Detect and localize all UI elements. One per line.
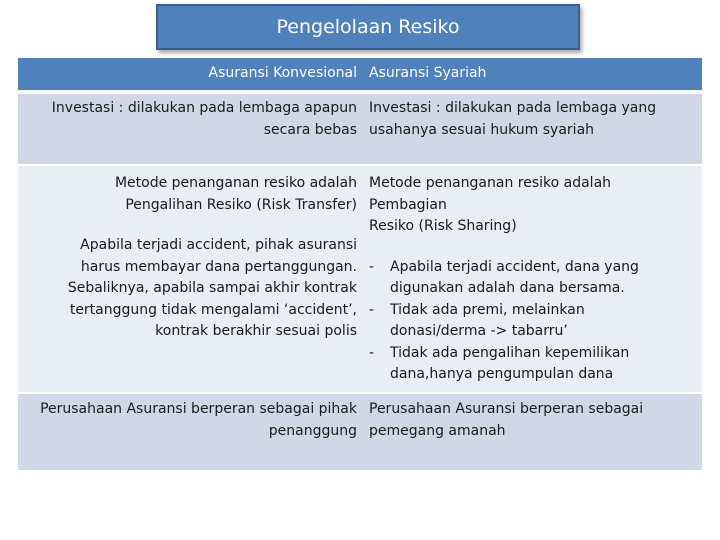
comparison-table xyxy=(18,58,702,470)
risk-conventional-line: Pengalihan Resiko (Risk Transfer) xyxy=(125,196,357,213)
header-conventional: Asuransi Konvesional xyxy=(208,65,357,82)
table-header-row xyxy=(18,58,702,90)
risk-conventional-line: Metode penanganan resiko adalah xyxy=(114,175,357,191)
sharia-bullet-list xyxy=(369,257,702,386)
investment-conventional-cell xyxy=(18,98,363,164)
risk-sharia-line: Resiko (Risk Sharing) xyxy=(369,218,517,234)
investment-conventional-line: secara bebas xyxy=(263,121,357,138)
investment-sharia-cell xyxy=(363,98,702,164)
role-sharia-line: pemegang amanah xyxy=(369,422,506,439)
investment-conventional-line: Investasi : dilakukan pada lembaga apapun xyxy=(51,100,357,116)
slide-title-text: Pengelolaan Resiko xyxy=(276,16,460,38)
bullet-line: - Tidak ada pengalihan kepemilikan xyxy=(390,344,630,361)
accident-conventional-line: harus membayar dana pertanggungan. xyxy=(80,258,357,275)
accident-conventional-line: Apabila terjadi accident, pihak asuransi xyxy=(80,237,357,253)
bullet-line: - Apabila terjadi accident, dana yang xyxy=(390,258,639,275)
accident-conventional-line: kontrak berakhir sesuai polis xyxy=(155,323,357,339)
table-row-risk-method xyxy=(18,166,702,392)
role-sharia-cell xyxy=(363,399,702,470)
header-sharia: Asuransi Syariah xyxy=(369,65,487,82)
list-item xyxy=(369,300,702,343)
slide-title xyxy=(156,4,580,50)
list-item xyxy=(369,343,702,386)
accident-conventional-line: Sebaliknya, apabila sampai akhir kontrak xyxy=(67,280,357,296)
risk-sharia-line: Metode penanganan resiko adalah xyxy=(369,175,612,191)
risk-conventional-cell xyxy=(18,173,363,392)
paragraph-spacer xyxy=(18,216,357,235)
role-conventional-line: Perusahaan Asuransi berperan sebagai pihak xyxy=(40,401,357,417)
paragraph-spacer xyxy=(369,238,702,257)
list-item xyxy=(369,257,702,300)
risk-sharia-line: Pembagian xyxy=(369,196,447,213)
table-row-investment xyxy=(18,94,702,164)
investment-sharia-line: usahanya sesuai hukum syariah xyxy=(369,121,595,138)
accident-conventional-line: tertanggung tidak mengalami ‘accident’, xyxy=(69,301,357,318)
investment-sharia-line: Investasi : dilakukan pada lembaga yang xyxy=(369,100,657,116)
table-row-role xyxy=(18,394,702,470)
role-sharia-line: Perusahaan Asuransi berperan sebagai xyxy=(369,401,644,417)
role-conventional-line: penanggung xyxy=(268,422,357,439)
risk-sharia-cell xyxy=(363,173,702,392)
role-conventional-cell xyxy=(18,399,363,470)
bullet-line: donasi/derma -> tabarru’ xyxy=(390,323,568,339)
bullet-line: dana,hanya pengumpulan dana xyxy=(390,366,614,382)
bullet-line: - Tidak ada premi, melainkan xyxy=(390,301,585,318)
bullet-line: digunakan adalah dana bersama. xyxy=(390,280,625,296)
